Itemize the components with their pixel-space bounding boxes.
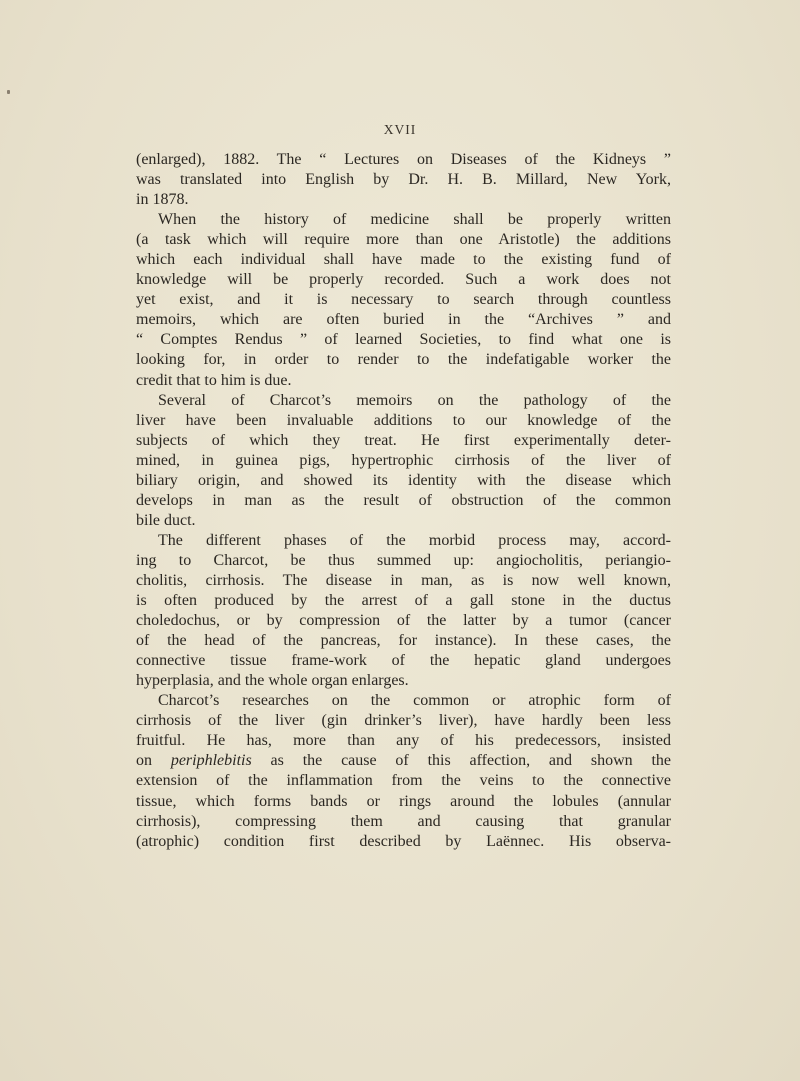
text-line: is often produced by the arrest of a gall stone in the ductus <box>136 592 671 610</box>
page-number: XVII <box>383 122 417 137</box>
text-line: cirrhosis of the liver (gin drinker’s liver), have hardly been less <box>136 712 671 730</box>
text-line: cirrhosis), compressing them and causing that granular <box>136 812 671 830</box>
text-line: was translated into English by Dr. H. B. Millard, New York, <box>136 171 671 189</box>
text-line: in 1878. <box>136 191 189 209</box>
body-text <box>136 150 671 852</box>
text-line: of the head of the pancreas, for instance). In these cases, the <box>136 632 671 650</box>
text-line: The different phases of the morbid process may, accord- <box>158 531 671 549</box>
text-line: bile duct. <box>136 511 196 529</box>
text-line: credit that to him is due. <box>136 371 292 389</box>
text-line: “ Comptes Rendus ” of learned Societies, to find what one is <box>136 331 671 349</box>
text-line: fruitful. He has, more than any of his predecessors, insisted <box>136 732 671 750</box>
text-line: extension of the inflammation from the veins to the connective <box>136 772 671 790</box>
text-line: liver have been invaluable additions to our knowledge of the <box>136 411 671 429</box>
text-line: choledochus, or by compression of the latter by a tumor (cancer <box>136 612 671 630</box>
text-line: subjects of which they treat. He first experimentally deter- <box>136 431 671 449</box>
text-line: yet exist, and it is necessary to search through countless <box>136 291 671 309</box>
text-line: (enlarged), 1882. The “ Lectures on Diseases of the Kidneys ” <box>136 151 671 168</box>
text-line: looking for, in order to render to the indefatigable worker the <box>136 351 671 369</box>
italic-term: periphlebitis <box>170 752 252 770</box>
text-line: cholitis, cirrhosis. The disease in man, as is now well known, <box>136 571 671 589</box>
text-line: Several of Charcot’s memoirs on the pathology of the <box>158 391 671 409</box>
text-line: ing to Charcot, be thus summed up: angiocholitis, periangio- <box>136 551 671 569</box>
paper-speck <box>7 90 10 94</box>
text-line: develops in man as the result of obstruction of the common <box>136 491 671 509</box>
text-run: on <box>136 752 152 770</box>
text-line: mined, in guinea pigs, hypertrophic cirrhosis of the liver of <box>136 451 671 469</box>
text-line: connective tissue frame-work of the hepatic gland undergoes <box>136 652 671 670</box>
text-line: memoirs, which are often buried in the “Archives ” and <box>136 311 671 329</box>
text-run: as the cause of this affection, and shown the <box>270 752 671 770</box>
text-line: Charcot’s researches on the common or atrophic form of <box>158 692 671 710</box>
text-line: biliary origin, and showed its identity with the disease which <box>136 471 671 489</box>
text-line: knowledge will be properly recorded. Such a work does not <box>136 271 671 289</box>
text-line: (a task which will require more than one Aristotle) the additions <box>136 231 671 249</box>
text-line: hyperplasia, and the whole organ enlarges. <box>136 672 409 690</box>
text-line: When the history of medicine shall be properly written <box>158 211 671 229</box>
text-line: (atrophic) condition first described by Laënnec. His observa- <box>136 832 671 850</box>
text-line-mixed <box>136 751 671 771</box>
text-line: tissue, which forms bands or rings around the lobules (annular <box>136 792 671 810</box>
text-line: which each individual shall have made to the existing fund of <box>136 251 671 269</box>
